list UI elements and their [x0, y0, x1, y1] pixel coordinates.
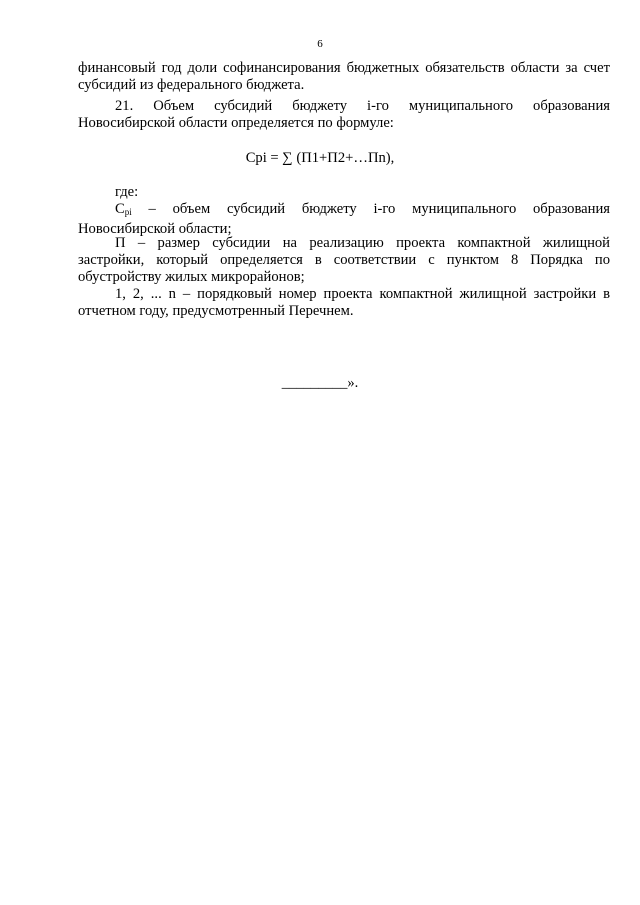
- formula: Cpi = ∑ (П1+П2+…Пn),: [245, 150, 395, 166]
- page-number: 6: [317, 38, 323, 50]
- paragraph-text: финансовый год доли софинансирования бюджетных обязательств области за счет субсидий из федерального бюджета.: [78, 60, 610, 93]
- definition-text: [78, 201, 610, 238]
- definition-text: П – размер субсидии на реализацию проекта компактной жилищной застройки, который определяется в соответствии с пунктом 8 Порядка по обустройству жилых микрорайонов;: [78, 235, 610, 285]
- paragraph-21: [78, 98, 610, 132]
- definition-cpi: [78, 201, 610, 238]
- paragraph-text: 21. Объем субсидий бюджету i-го муниципального образования Новосибирской области определяется по формуле:: [78, 98, 610, 131]
- closing-line: _________».: [281, 375, 359, 391]
- cpi-definition: – объем субсидий бюджету i-го муниципального образования Новосибирской области;: [78, 201, 610, 237]
- where-label-block: [78, 184, 610, 201]
- definition-n: [78, 286, 610, 320]
- cpi-subscript: pi: [124, 207, 132, 217]
- paragraph-continuation: [78, 60, 610, 94]
- definition-p: [78, 235, 610, 286]
- cpi-symbol: C: [115, 201, 125, 217]
- definition-text: 1, 2, ... n – порядковый номер проекта компактной жилищной застройки в отчетном году, предусмотренный Перечнем.: [78, 286, 610, 319]
- where-label: где:: [115, 184, 139, 200]
